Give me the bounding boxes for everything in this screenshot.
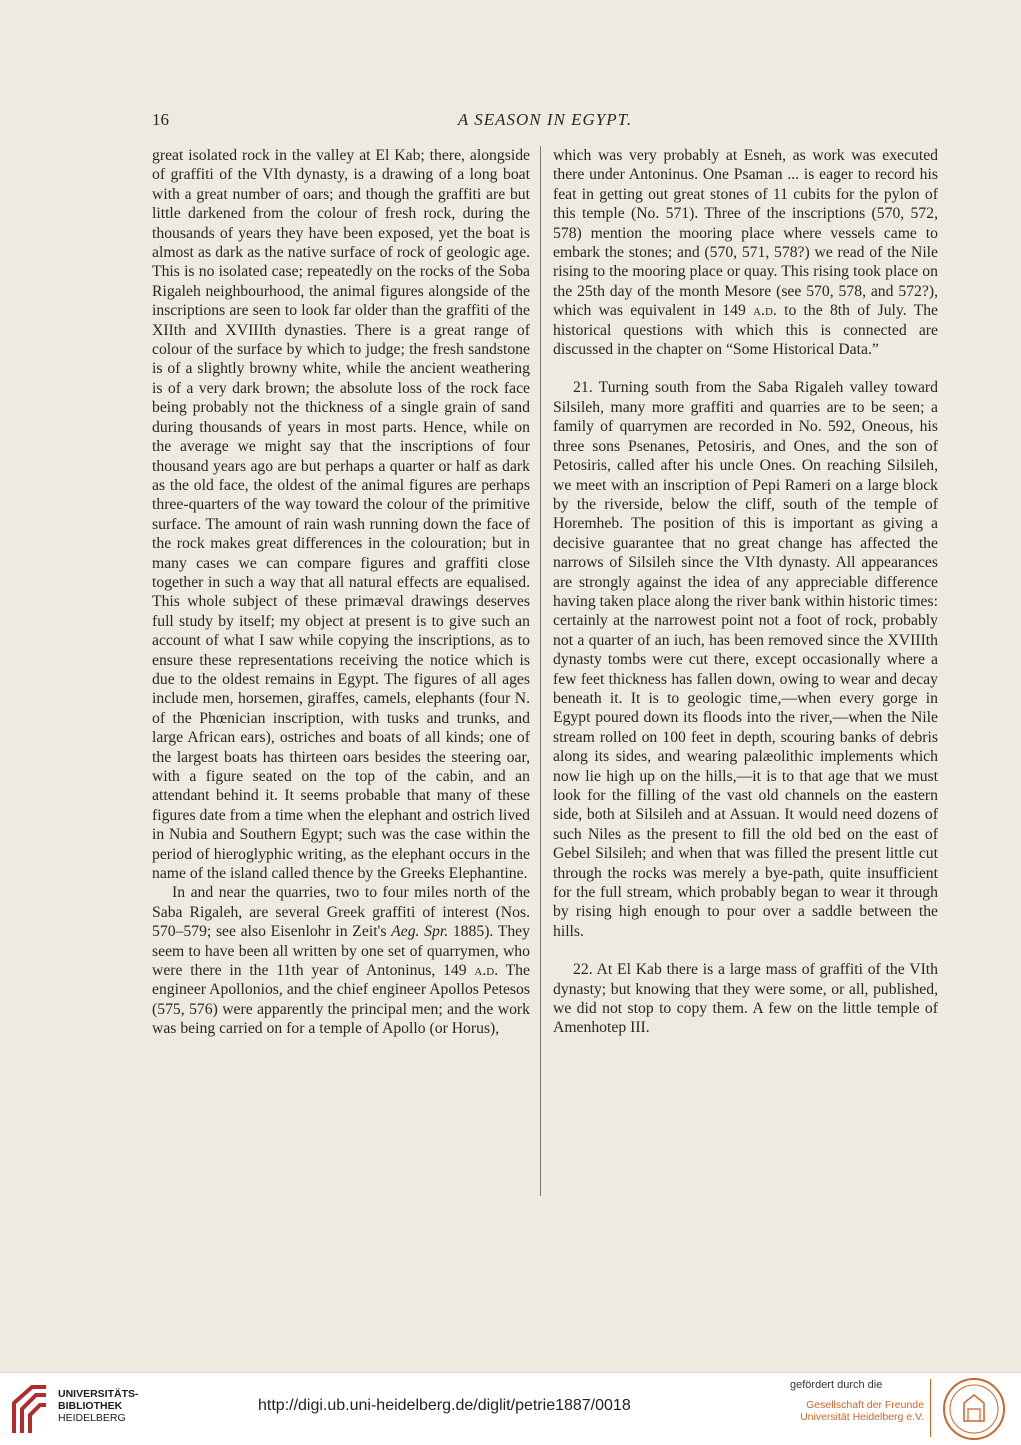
left-paragraph-1: great isolated rock in the valley at El Kab; there, alongside of graffiti of the VIth dynasty, is a drawing of a long boat with a great number of oars; and though the graffiti are but little darkened from the colour of fresh rock, during the thousands of years they have been exposed, yet the boat is almost as dark as the native surface of rock of geologic age. This is no isolated case; repeatedly on the rocks of the Soba Rigaleh neighbourhood, the animal figures alongside of the inscriptions are seen to look far older than the graffiti of the XIIth and XVIIIth dynasties. There is a great range of colour of the surface by which to judge; the fresh sandstone is of a slightly browny white, while the ancient weathering is of a very dark brown; the absolute loss of the rock face being probably not the thickness of a single grain of sand during thousands of years in most parts. Hence, while on the average we might say that the inscriptions of four thousand years ago are but perhaps a quarter or half as dark as the old face, the oldest of the animal figures are perhaps three-quarters of the way toward the colour of the primitive surface. The amount of rain wash running down the face of the rock makes great differences in the colouration; but in many cases we can compare figures and graffiti close together in such a way that all natural effects are equalised. This whole subject of these primæval drawings deserves full study by itself; my object at present is to give such an account of what I saw while copying the inscriptions, as to ensure these representations receiving the notice which is due to the oldest remains in Egypt. The figures of all ages include men, horsemen, giraffes, camels, elephants (four N. of the Phœnician inscription, with tusks and trunks, and large African ears), ostriches and boats of all kinds; one of the largest boats has thirteen oars besides the steering oar, with a figure seated on the top of the cabin, and an attendant behind it. It seems probable that many of these figures date from a time when the elephant and ostrich lived in Nubia and Southern Egypt; such was the case within the period of hieroglyphic writing, as the elephant occurs in the name of the island called thence by the Greeks Elephantine. [152, 147, 530, 883]
text-run: to the 8th of July. The historical questions with which this is connected are discussed in the chapter on “Some Historical Data.” [553, 302, 939, 359]
era-abbrev: a.d. [474, 962, 499, 980]
section-22: 22. At El Kab there is a large mass of graffiti of the VIth dynasty; but knowing that they were some, or all, published, we did not stop to copy them. A few on the little temple of Amenhotep III. [553, 961, 938, 1037]
right-paragraph-1 [553, 146, 938, 359]
running-head [152, 110, 938, 134]
text-run: which was very probably at Esneh, as work was executed there under Antoninus. One Psaman ... is eager to record his feat in getting out great stones of 11 cubits for the pylon of this temple (No. 571). Three of the inscriptions (570, 572, 578) mention the mooring place where vessels came to embark the stones; and (570, 571, 578?) we read of the Nile rising to the mooring place or quay. This rising took place on the 25th day of the month Mesore (see 570, 578, and 572?), which was equivalent in 149 [553, 147, 938, 320]
left-paragraph-2 [152, 883, 530, 1038]
section-21: 21. Turning south from the Saba Rigaleh valley toward Silsileh, many more graffiti and quarries are to be seen; a family of quarrymen are recorded in No. 592, Oneous, his three sons Psenanes, Petosiris, and Ones, and the son of Petosiris, called after his uncle Ones. On reaching Silsileh, we meet with an inscription of Pepi Rameri on a large block by the riverside, below the cliff, south of the temple of Horemheb. The position of this is important as giving a decisive guarantee that no great change has affected the narrows of Silsileh since the VIth dynasty. All appearances are strongly against the idea of any appreciable difference having taken place along the river bank within historic times: certainly at the narrowest point not a foot of rock, probably not a quarter of an iuch, has been removed since the XVIIIth dynasty tombs were cut there, except occasionally where a few feet thickness has fallen down, owing to wear and decay beneath it. It is to geologic time,—when every gorge in Egypt poured down its floods into the river,—when the Nile stream rolled on 100 feet in depth, scouring banks of debris along its sides, and wearing palæolithic implements which now lie high up on the hills,—it is to that age that we must look for the filling of the vast old channels on the eastern side, both at Silsileh and at Assuan. It would need dozens of such Niles as the present to fill the old bed on the east of Gebel Silsileh; and when that was filled the present little cut through the rocks was merely a bye-path, quite insufficient for the full stream, which probably began to wear it through by rising high enough to pour over a saddle between the hills. [553, 379, 938, 940]
library-logo-icon [10, 1381, 50, 1437]
right-column [553, 146, 938, 1038]
society-line-1: Gesellschaft der Freunde [806, 1399, 924, 1411]
university-seal-icon [942, 1377, 1006, 1441]
journal-title: Aeg. Spr. [391, 923, 449, 941]
library-line-2: BIBLIOTHEK [58, 1400, 123, 1412]
running-title: A SEASON IN EGYPT. [457, 110, 633, 129]
page-number: 16 [152, 110, 169, 129]
funded-by-label: gefördert durch die [790, 1379, 883, 1391]
era-abbrev: a.d. [753, 302, 777, 320]
society-line-2: Universität Heidelberg e.V. [800, 1411, 924, 1423]
text-run: The engineer Apollonios, and the chief engineer Apollos Petesos (575, 576) were apparently the principal men; and the work was being carried on for a temple of Apollo (or Horus), [152, 962, 530, 1038]
society-name [788, 1399, 924, 1423]
column-divider [540, 146, 541, 1196]
digitization-footer [0, 1372, 1021, 1445]
footer-divider [930, 1379, 931, 1437]
text-run: In and near the quarries, two to four miles north of the Saba Rigaleh, are several Greek graffiti of interest (Nos. 570–579; see also Eisenlohr in Zeit's [152, 884, 530, 941]
library-line-1: UNIVERSITÄTS- [58, 1388, 139, 1400]
left-column [152, 146, 530, 1039]
text-run: 1885). They seem to have been all written by one set of quarrymen, who were there in the 11th year of Antoninus, 149 [152, 923, 530, 980]
library-line-3: HEIDELBERG [58, 1412, 126, 1424]
library-name [58, 1388, 139, 1424]
permalink[interactable]: http://digi.ub.uni-heidelberg.de/diglit/petrie1887/0018 [258, 1397, 631, 1414]
